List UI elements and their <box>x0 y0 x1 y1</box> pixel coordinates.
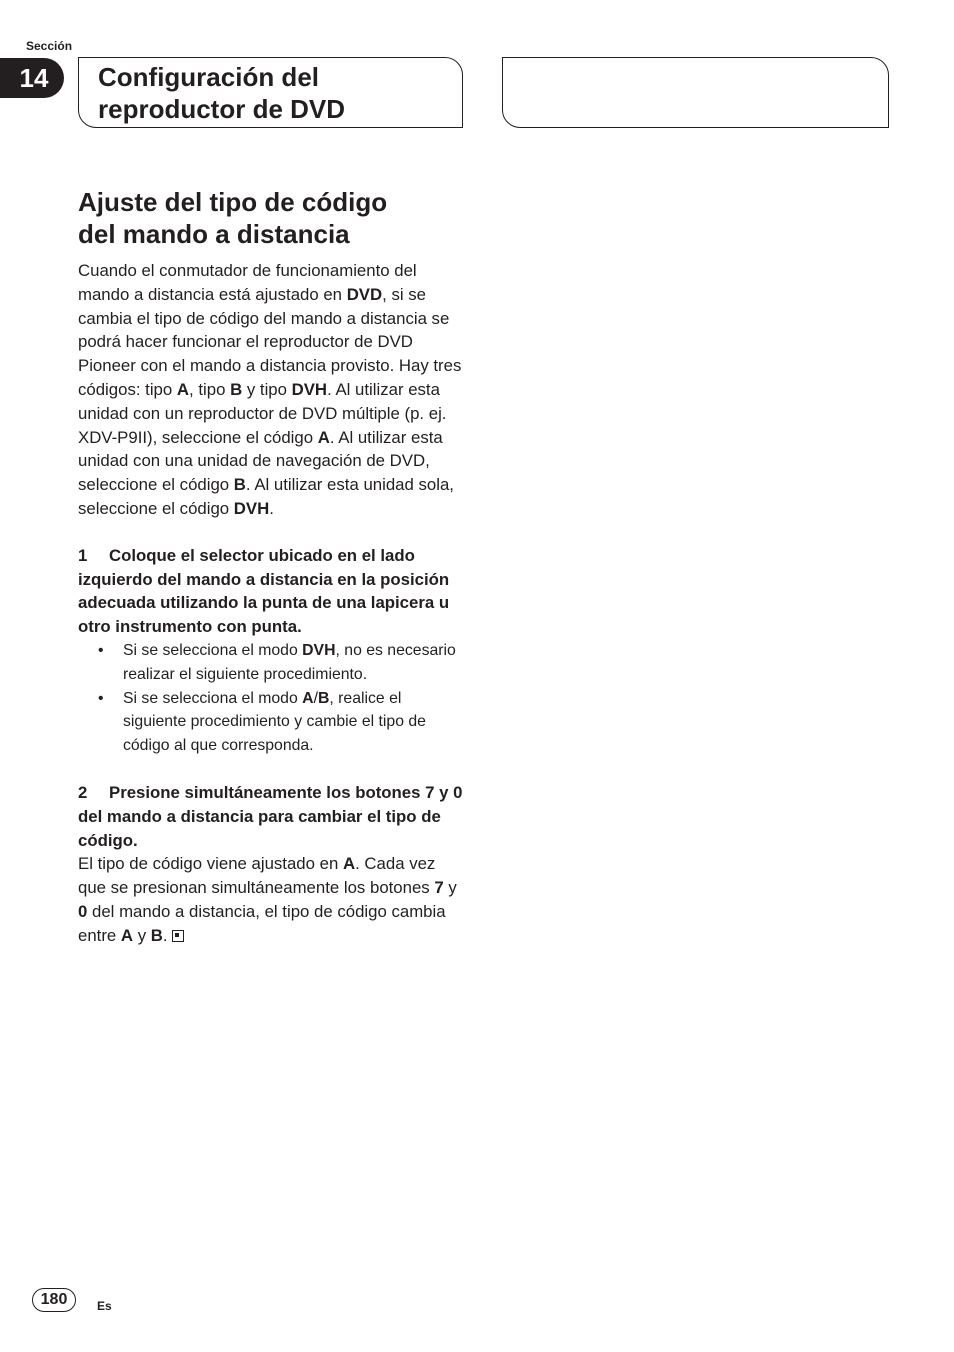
intro-text: . Al utilizar esta unidad sola, seleccione el código <box>78 475 454 518</box>
bullet-bold: B <box>317 689 330 707</box>
bullet-bold: DVH <box>302 641 336 659</box>
step-2-body-text: y <box>133 925 151 945</box>
chapter-title-line1: Configuración del <box>98 62 319 92</box>
intro-text: . Al utilizar esta unidad con un reproductor de DVD múltiple (p. ej. XDV-P9II), seleccione el código <box>78 379 447 447</box>
intro-bold: A <box>317 427 330 447</box>
step-2-text: Presione simultáneamente los botones 7 y 0 del mando a distancia para cambiar el tipo de código. <box>78 782 463 850</box>
step-2-body-text: y <box>443 878 457 898</box>
header-box-empty <box>502 57 889 128</box>
intro-text: Cuando el conmutador de funcionamiento del mando a distancia está ajustado en <box>78 261 417 304</box>
page-number: 180 <box>32 1288 76 1312</box>
step-1-number: 1 <box>78 545 88 565</box>
section-heading <box>78 186 478 250</box>
intro-text: , tipo <box>189 379 231 399</box>
step-1-bullets <box>78 639 466 758</box>
section-heading-line2: del mando a distancia <box>78 219 350 249</box>
language-code: Es <box>97 1299 112 1313</box>
end-of-section-icon <box>172 930 184 942</box>
bullet-text: , realice el siguiente procedimiento y cambie el tipo de código al que corresponda. <box>123 689 426 755</box>
step-1-heading <box>78 544 466 639</box>
chapter-title-line2: reproductor de DVD <box>98 94 346 124</box>
intro-bold: DVD <box>346 284 383 304</box>
intro-bold: DVH <box>233 498 270 518</box>
section-heading-line1: Ajuste del tipo de código <box>78 187 388 217</box>
step-2-body-text: El tipo de código viene ajustado en <box>78 854 343 874</box>
intro-text: . Al utilizar esta unidad con una unidad de navegación de DVD, seleccione el código <box>78 427 443 495</box>
bullet-bold: A <box>302 689 314 707</box>
bullet-text: Si se selecciona el modo <box>123 641 303 659</box>
intro-bold: B <box>230 379 243 399</box>
chapter-title-box <box>78 57 463 128</box>
step-2-body-bold: A <box>120 925 134 945</box>
step-2-body-text: del mando a distancia, el tipo de código cambia entre <box>78 901 446 945</box>
step-2-body-text: . Cada vez que se presionan simultáneamente los botones <box>78 854 436 898</box>
step-2-body-bold: 0 <box>78 901 88 921</box>
main-column <box>78 259 466 948</box>
intro-bold: B <box>233 475 246 495</box>
step-2-body-bold: 7 <box>434 878 444 898</box>
bullet-text: , no es necesario realizar el siguiente procedimiento. <box>123 641 456 683</box>
intro-text: . <box>269 498 274 518</box>
bullet-text: Si se selecciona el modo <box>123 689 303 707</box>
intro-paragraph <box>78 259 466 521</box>
step-2-heading <box>78 781 466 852</box>
intro-bold: A <box>176 379 190 399</box>
intro-bold: DVH <box>291 379 328 399</box>
step-2-number: 2 <box>78 782 88 802</box>
list-item <box>78 687 466 758</box>
section-label: Sección <box>26 39 73 53</box>
list-item <box>78 639 466 687</box>
bullet-text: / <box>313 689 318 707</box>
step-2-paragraph <box>78 852 466 947</box>
step-2-body-text: . <box>162 925 168 945</box>
step-2-body-bold: B <box>150 925 163 945</box>
section-number-tab: 14 <box>0 58 64 98</box>
intro-text: , si se cambia el tipo de código del mando a distancia se podrá hacer funcionar el reproductor de DVD Pioneer con el mando a distancia provisto. Hay tres códigos: tipo <box>78 284 462 399</box>
step-1-text: Coloque el selector ubicado en el lado izquierdo del mando a distancia en la posición adecuada utilizando la punta de una lapicera u otro instrumento con punta. <box>78 545 450 637</box>
intro-text: y tipo <box>242 379 292 399</box>
step-2-body-bold: A <box>342 854 356 874</box>
